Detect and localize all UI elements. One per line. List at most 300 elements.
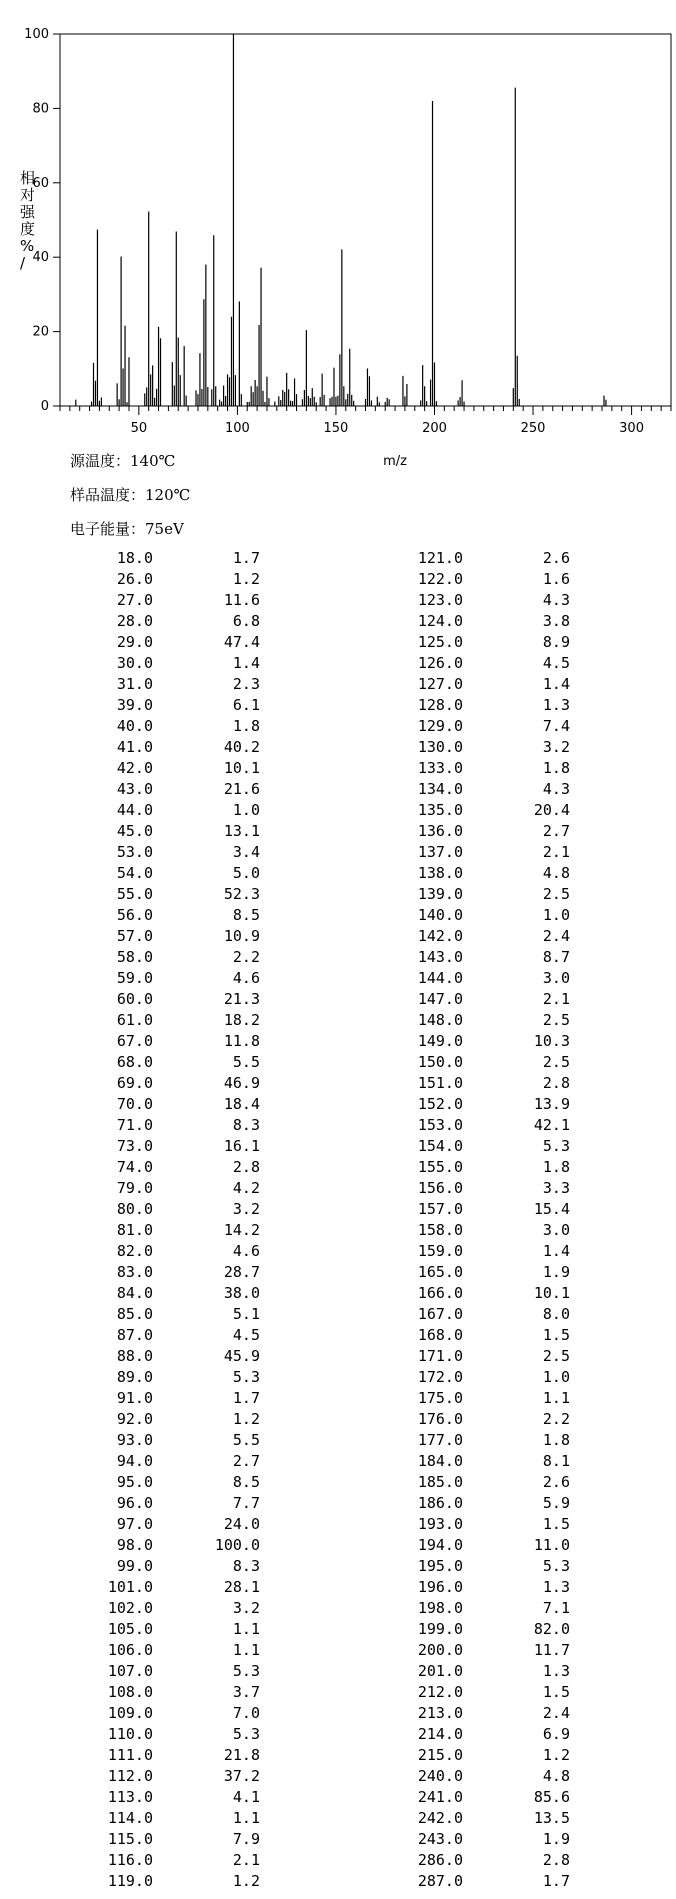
x-tick-label: 300 [619,421,644,436]
intensity-left-cell: 8.3 [232,1116,260,1134]
intensity-left-cell: 100.0 [214,1536,260,1554]
mz-left-cell: 74.0 [116,1158,153,1176]
table-row [0,1115,676,1136]
intensity-left-cell: 10.9 [223,927,260,945]
mz-right-cell: 139.0 [417,885,463,903]
intensity-right-cell: 1.5 [542,1326,570,1344]
mz-right-cell: 167.0 [417,1305,463,1323]
mz-right-cell: 122.0 [417,570,463,588]
y-tick-label: 40 [32,250,49,266]
intensity-left-cell: 3.2 [232,1200,260,1218]
mz-left-cell: 42.0 [116,759,153,777]
intensity-right-cell: 1.5 [542,1683,570,1701]
intensity-left-cell: 11.6 [223,591,260,609]
mz-right-cell: 166.0 [417,1284,463,1302]
intensity-right-cell: 15.4 [533,1200,570,1218]
table-row [0,1598,676,1619]
mz-right-cell: 200.0 [417,1641,463,1659]
intensity-left-cell: 2.3 [232,675,260,693]
table-row [0,1346,676,1367]
table-row [0,1283,676,1304]
mz-left-cell: 105.0 [107,1620,153,1638]
table-row [0,1430,676,1451]
y-tick-label: 0 [40,399,49,414]
table-row [0,1241,676,1262]
table-row [0,1724,676,1745]
intensity-left-cell: 5.3 [232,1725,260,1743]
table-row [0,1493,676,1514]
intensity-left-cell: 7.0 [232,1704,260,1722]
intensity-left-cell: 47.4 [223,633,260,651]
y-tick-label: 60 [32,175,49,191]
intensity-right-cell: 85.6 [533,1788,570,1806]
table-row [0,1367,676,1388]
mz-right-cell: 243.0 [417,1830,463,1848]
intensity-right-cell: 1.0 [542,1368,570,1386]
intensity-right-cell: 1.0 [542,906,570,924]
x-tick-label: 100 [224,421,250,436]
intensity-right-cell: 3.0 [542,1221,570,1239]
intensity-left-cell: 3.7 [232,1683,260,1701]
y-axis-label: 相对强度% / [20,169,36,272]
mz-right-cell: 241.0 [417,1788,463,1806]
table-row [0,1871,676,1892]
electron-energy: 电子能量：75eV [70,520,184,538]
intensity-right-cell: 2.8 [542,1851,570,1869]
intensity-right-cell: 8.7 [542,948,570,966]
y-tick-label: 80 [32,101,49,117]
intensity-right-cell: 1.8 [542,759,570,777]
mz-left-cell: 80.0 [116,1200,153,1218]
intensity-right-cell: 1.2 [542,1746,570,1764]
intensity-right-cell: 1.9 [542,1830,570,1848]
intensity-left-cell: 4.5 [232,1326,260,1344]
intensity-left-cell: 5.5 [232,1431,260,1449]
table-row [0,779,676,800]
peak-table [0,548,676,1892]
intensity-right-cell: 8.0 [542,1305,570,1323]
intensity-left-cell: 38.0 [223,1284,260,1302]
intensity-right-cell: 2.6 [542,549,570,567]
mz-left-cell: 96.0 [116,1494,153,1512]
intensity-right-cell: 13.5 [533,1809,570,1827]
table-row [0,863,676,884]
intensity-right-cell: 1.4 [542,675,570,693]
intensity-right-cell: 2.2 [542,1410,570,1428]
intensity-right-cell: 2.1 [542,843,570,861]
table-row [0,800,676,821]
intensity-right-cell: 2.4 [542,927,570,945]
mz-left-cell: 89.0 [116,1368,153,1386]
intensity-left-cell: 4.6 [232,1242,260,1260]
mz-left-cell: 110.0 [107,1725,153,1743]
intensity-right-cell: 11.7 [533,1641,570,1659]
intensity-right-cell: 5.9 [542,1494,570,1512]
mz-right-cell: 156.0 [417,1179,463,1197]
table-row [0,842,676,863]
mz-right-cell: 171.0 [417,1347,463,1365]
intensity-left-cell: 2.7 [232,1452,260,1470]
mz-right-cell: 124.0 [417,612,463,630]
mz-right-cell: 194.0 [417,1536,463,1554]
mz-left-cell: 26.0 [116,570,153,588]
mz-right-cell: 242.0 [417,1809,463,1827]
mz-right-cell: 198.0 [417,1599,463,1617]
table-row [0,737,676,758]
intensity-left-cell: 1.1 [232,1809,260,1827]
mz-right-cell: 142.0 [417,927,463,945]
intensity-left-cell: 1.2 [232,570,260,588]
intensity-right-cell: 2.8 [542,1074,570,1092]
table-row [0,1073,676,1094]
intensity-right-cell: 4.8 [542,864,570,882]
intensity-left-cell: 6.8 [232,612,260,630]
mz-right-cell: 134.0 [417,780,463,798]
mz-left-cell: 41.0 [116,738,153,756]
mz-right-cell: 153.0 [417,1116,463,1134]
intensity-right-cell: 3.0 [542,969,570,987]
table-row [0,905,676,926]
intensity-left-cell: 1.1 [232,1620,260,1638]
intensity-right-cell: 4.3 [542,591,570,609]
table-row [0,968,676,989]
mz-right-cell: 154.0 [417,1137,463,1155]
mz-right-cell: 175.0 [417,1389,463,1407]
intensity-right-cell: 2.7 [542,822,570,840]
table-row [0,1220,676,1241]
intensity-right-cell: 20.4 [533,801,570,819]
x-tick-label: 250 [520,421,546,436]
mz-right-cell: 176.0 [417,1410,463,1428]
intensity-right-cell: 2.5 [542,885,570,903]
mz-right-cell: 135.0 [417,801,463,819]
mz-left-cell: 59.0 [116,969,153,987]
intensity-left-cell: 5.3 [232,1368,260,1386]
mz-right-cell: 152.0 [417,1095,463,1113]
intensity-right-cell: 42.1 [533,1116,570,1134]
mz-left-cell: 54.0 [116,864,153,882]
mz-left-cell: 99.0 [116,1557,153,1575]
mz-left-cell: 87.0 [116,1326,153,1344]
mz-right-cell: 286.0 [417,1851,463,1869]
mz-right-cell: 172.0 [417,1368,463,1386]
intensity-right-cell: 1.5 [542,1515,570,1533]
mz-left-cell: 107.0 [107,1662,153,1680]
mz-left-cell: 39.0 [116,696,153,714]
intensity-left-cell: 11.8 [223,1032,260,1050]
mz-left-cell: 83.0 [116,1263,153,1281]
mz-right-cell: 137.0 [417,843,463,861]
intensity-left-cell: 4.6 [232,969,260,987]
intensity-right-cell: 6.9 [542,1725,570,1743]
intensity-left-cell: 5.0 [232,864,260,882]
table-row [0,1556,676,1577]
table-row [0,653,676,674]
table-row [0,674,676,695]
plot-frame [60,34,671,406]
intensity-right-cell: 1.4 [542,1242,570,1260]
mz-left-cell: 56.0 [116,906,153,924]
mz-left-cell: 98.0 [116,1536,153,1554]
table-row [0,1304,676,1325]
intensity-left-cell: 1.7 [232,1389,260,1407]
intensity-left-cell: 8.5 [232,1473,260,1491]
mz-left-cell: 73.0 [116,1137,153,1155]
mz-left-cell: 116.0 [107,1851,153,1869]
mz-right-cell: 196.0 [417,1578,463,1596]
intensity-right-cell: 1.7 [542,1872,570,1890]
intensity-left-cell: 7.9 [232,1830,260,1848]
mz-right-cell: 157.0 [417,1200,463,1218]
mz-left-cell: 79.0 [116,1179,153,1197]
mz-left-cell: 106.0 [107,1641,153,1659]
intensity-left-cell: 1.0 [232,801,260,819]
mz-left-cell: 114.0 [107,1809,153,1827]
mz-right-cell: 159.0 [417,1242,463,1260]
intensity-right-cell: 2.1 [542,990,570,1008]
mz-left-cell: 43.0 [116,780,153,798]
mz-right-cell: 168.0 [417,1326,463,1344]
intensity-left-cell: 6.1 [232,696,260,714]
table-row [0,1010,676,1031]
mz-left-cell: 92.0 [116,1410,153,1428]
intensity-right-cell: 1.3 [542,1662,570,1680]
mz-left-cell: 88.0 [116,1347,153,1365]
intensity-left-cell: 52.3 [223,885,260,903]
intensity-right-cell: 5.3 [542,1557,570,1575]
intensity-left-cell: 40.2 [223,738,260,756]
mz-right-cell: 193.0 [417,1515,463,1533]
intensity-left-cell: 21.6 [223,780,260,798]
intensity-left-cell: 24.0 [223,1515,260,1533]
intensity-right-cell: 10.1 [533,1284,570,1302]
mz-right-cell: 199.0 [417,1620,463,1638]
mz-left-cell: 84.0 [116,1284,153,1302]
mz-left-cell: 29.0 [116,633,153,651]
mz-left-cell: 102.0 [107,1599,153,1617]
mz-right-cell: 185.0 [417,1473,463,1491]
intensity-left-cell: 1.2 [232,1410,260,1428]
intensity-right-cell: 8.1 [542,1452,570,1470]
mz-left-cell: 70.0 [116,1095,153,1113]
mz-left-cell: 119.0 [107,1872,153,1890]
x-tick-label: 200 [422,421,447,436]
table-row [0,1094,676,1115]
mz-right-cell: 215.0 [417,1746,463,1764]
intensity-right-cell: 13.9 [533,1095,570,1113]
mz-left-cell: 68.0 [116,1053,153,1071]
intensity-right-cell: 5.3 [542,1137,570,1155]
table-row [0,758,676,779]
mz-right-cell: 186.0 [417,1494,463,1512]
table-row [0,1514,676,1535]
mz-right-cell: 214.0 [417,1725,463,1743]
mz-right-cell: 240.0 [417,1767,463,1785]
mz-left-cell: 95.0 [116,1473,153,1491]
intensity-left-cell: 18.4 [223,1095,260,1113]
table-row [0,632,676,653]
mz-right-cell: 138.0 [417,864,463,882]
intensity-left-cell: 28.7 [223,1263,260,1281]
mz-left-cell: 45.0 [116,822,153,840]
table-row [0,1409,676,1430]
intensity-right-cell: 82.0 [533,1620,570,1638]
x-tick-label: 150 [323,421,349,436]
mz-left-cell: 31.0 [116,675,153,693]
intensity-left-cell: 13.1 [223,822,260,840]
mz-right-cell: 195.0 [417,1557,463,1575]
intensity-left-cell: 1.2 [232,1872,260,1890]
table-row [0,1850,676,1871]
intensity-left-cell: 28.1 [223,1578,260,1596]
intensity-right-cell: 11.0 [533,1536,570,1554]
mz-right-cell: 148.0 [417,1011,463,1029]
intensity-right-cell: 2.6 [542,1473,570,1491]
mz-left-cell: 101.0 [107,1578,153,1596]
mz-right-cell: 125.0 [417,633,463,651]
mz-right-cell: 133.0 [417,759,463,777]
mz-left-cell: 111.0 [107,1746,153,1764]
intensity-right-cell: 4.5 [542,654,570,672]
mz-right-cell: 287.0 [417,1872,463,1890]
table-row [0,1766,676,1787]
intensity-right-cell: 2.4 [542,1704,570,1722]
intensity-left-cell: 5.1 [232,1305,260,1323]
intensity-left-cell: 7.7 [232,1494,260,1512]
intensity-right-cell: 2.5 [542,1347,570,1365]
intensity-left-cell: 1.7 [232,549,260,567]
table-row [0,569,676,590]
mz-right-cell: 140.0 [417,906,463,924]
x-tick-label: 50 [130,421,148,436]
table-row [0,1829,676,1850]
mz-left-cell: 113.0 [107,1788,153,1806]
table-row [0,695,676,716]
mz-right-cell: 128.0 [417,696,463,714]
table-row [0,1136,676,1157]
mz-left-cell: 93.0 [116,1431,153,1449]
mz-right-cell: 213.0 [417,1704,463,1722]
sample-temperature: 样品温度：120℃ [70,486,191,504]
mz-right-cell: 144.0 [417,969,463,987]
table-row [0,716,676,737]
table-row [0,1619,676,1640]
table-row [0,611,676,632]
table-row [0,1031,676,1052]
mz-left-cell: 44.0 [116,801,153,819]
mz-left-cell: 28.0 [116,612,153,630]
mz-left-cell: 55.0 [116,885,153,903]
table-row [0,590,676,611]
mz-right-cell: 201.0 [417,1662,463,1680]
table-row [0,1325,676,1346]
mz-left-cell: 71.0 [116,1116,153,1134]
source-temperature: 源温度：140℃ [70,452,176,470]
mz-left-cell: 69.0 [116,1074,153,1092]
intensity-left-cell: 2.8 [232,1158,260,1176]
table-row [0,947,676,968]
y-tick-label: 100 [24,27,49,42]
intensity-right-cell: 8.9 [542,633,570,651]
intensity-right-cell: 3.3 [542,1179,570,1197]
mz-left-cell: 115.0 [107,1830,153,1848]
intensity-left-cell: 16.1 [223,1137,260,1155]
table-row [0,1577,676,1598]
table-row [0,884,676,905]
mz-right-cell: 127.0 [417,675,463,693]
y-tick-label: 20 [32,324,49,340]
table-row [0,989,676,1010]
intensity-right-cell: 3.2 [542,738,570,756]
intensity-right-cell: 2.5 [542,1053,570,1071]
table-row [0,1472,676,1493]
mz-right-cell: 130.0 [417,738,463,756]
mz-left-cell: 112.0 [107,1767,153,1785]
intensity-left-cell: 1.4 [232,654,260,672]
mz-left-cell: 53.0 [116,843,153,861]
intensity-right-cell: 3.8 [542,612,570,630]
mz-left-cell: 81.0 [116,1221,153,1239]
intensity-right-cell: 4.3 [542,780,570,798]
mz-left-cell: 30.0 [116,654,153,672]
mz-right-cell: 212.0 [417,1683,463,1701]
intensity-left-cell: 8.3 [232,1557,260,1575]
intensity-left-cell: 4.1 [232,1788,260,1806]
mz-left-cell: 82.0 [116,1242,153,1260]
mz-left-cell: 18.0 [116,549,153,567]
intensity-right-cell: 1.6 [542,570,570,588]
intensity-right-cell: 2.5 [542,1011,570,1029]
intensity-left-cell: 14.2 [223,1221,260,1239]
table-row [0,821,676,842]
mz-right-cell: 121.0 [417,549,463,567]
table-row [0,1178,676,1199]
table-row [0,1682,676,1703]
intensity-left-cell: 21.3 [223,990,260,1008]
intensity-left-cell: 5.3 [232,1662,260,1680]
table-row [0,1808,676,1829]
table-row [0,1535,676,1556]
intensity-left-cell: 10.1 [223,759,260,777]
table-row [0,548,676,569]
mz-right-cell: 184.0 [417,1452,463,1470]
intensity-left-cell: 8.5 [232,906,260,924]
intensity-left-cell: 5.5 [232,1053,260,1071]
intensity-right-cell: 7.1 [542,1599,570,1617]
mz-left-cell: 58.0 [116,948,153,966]
intensity-left-cell: 2.2 [232,948,260,966]
intensity-left-cell: 46.9 [223,1074,260,1092]
mz-left-cell: 91.0 [116,1389,153,1407]
intensity-right-cell: 1.3 [542,696,570,714]
mz-left-cell: 67.0 [116,1032,153,1050]
mz-left-cell: 61.0 [116,1011,153,1029]
x-axis-label: m/z [383,454,407,469]
intensity-right-cell: 1.9 [542,1263,570,1281]
table-row [0,1661,676,1682]
table-row [0,926,676,947]
mz-right-cell: 129.0 [417,717,463,735]
mz-left-cell: 94.0 [116,1452,153,1470]
intensity-right-cell: 1.3 [542,1578,570,1596]
intensity-left-cell: 45.9 [223,1347,260,1365]
mz-left-cell: 97.0 [116,1515,153,1533]
intensity-right-cell: 7.4 [542,717,570,735]
mz-right-cell: 150.0 [417,1053,463,1071]
intensity-left-cell: 2.1 [232,1851,260,1869]
mz-left-cell: 57.0 [116,927,153,945]
intensity-left-cell: 21.8 [223,1746,260,1764]
